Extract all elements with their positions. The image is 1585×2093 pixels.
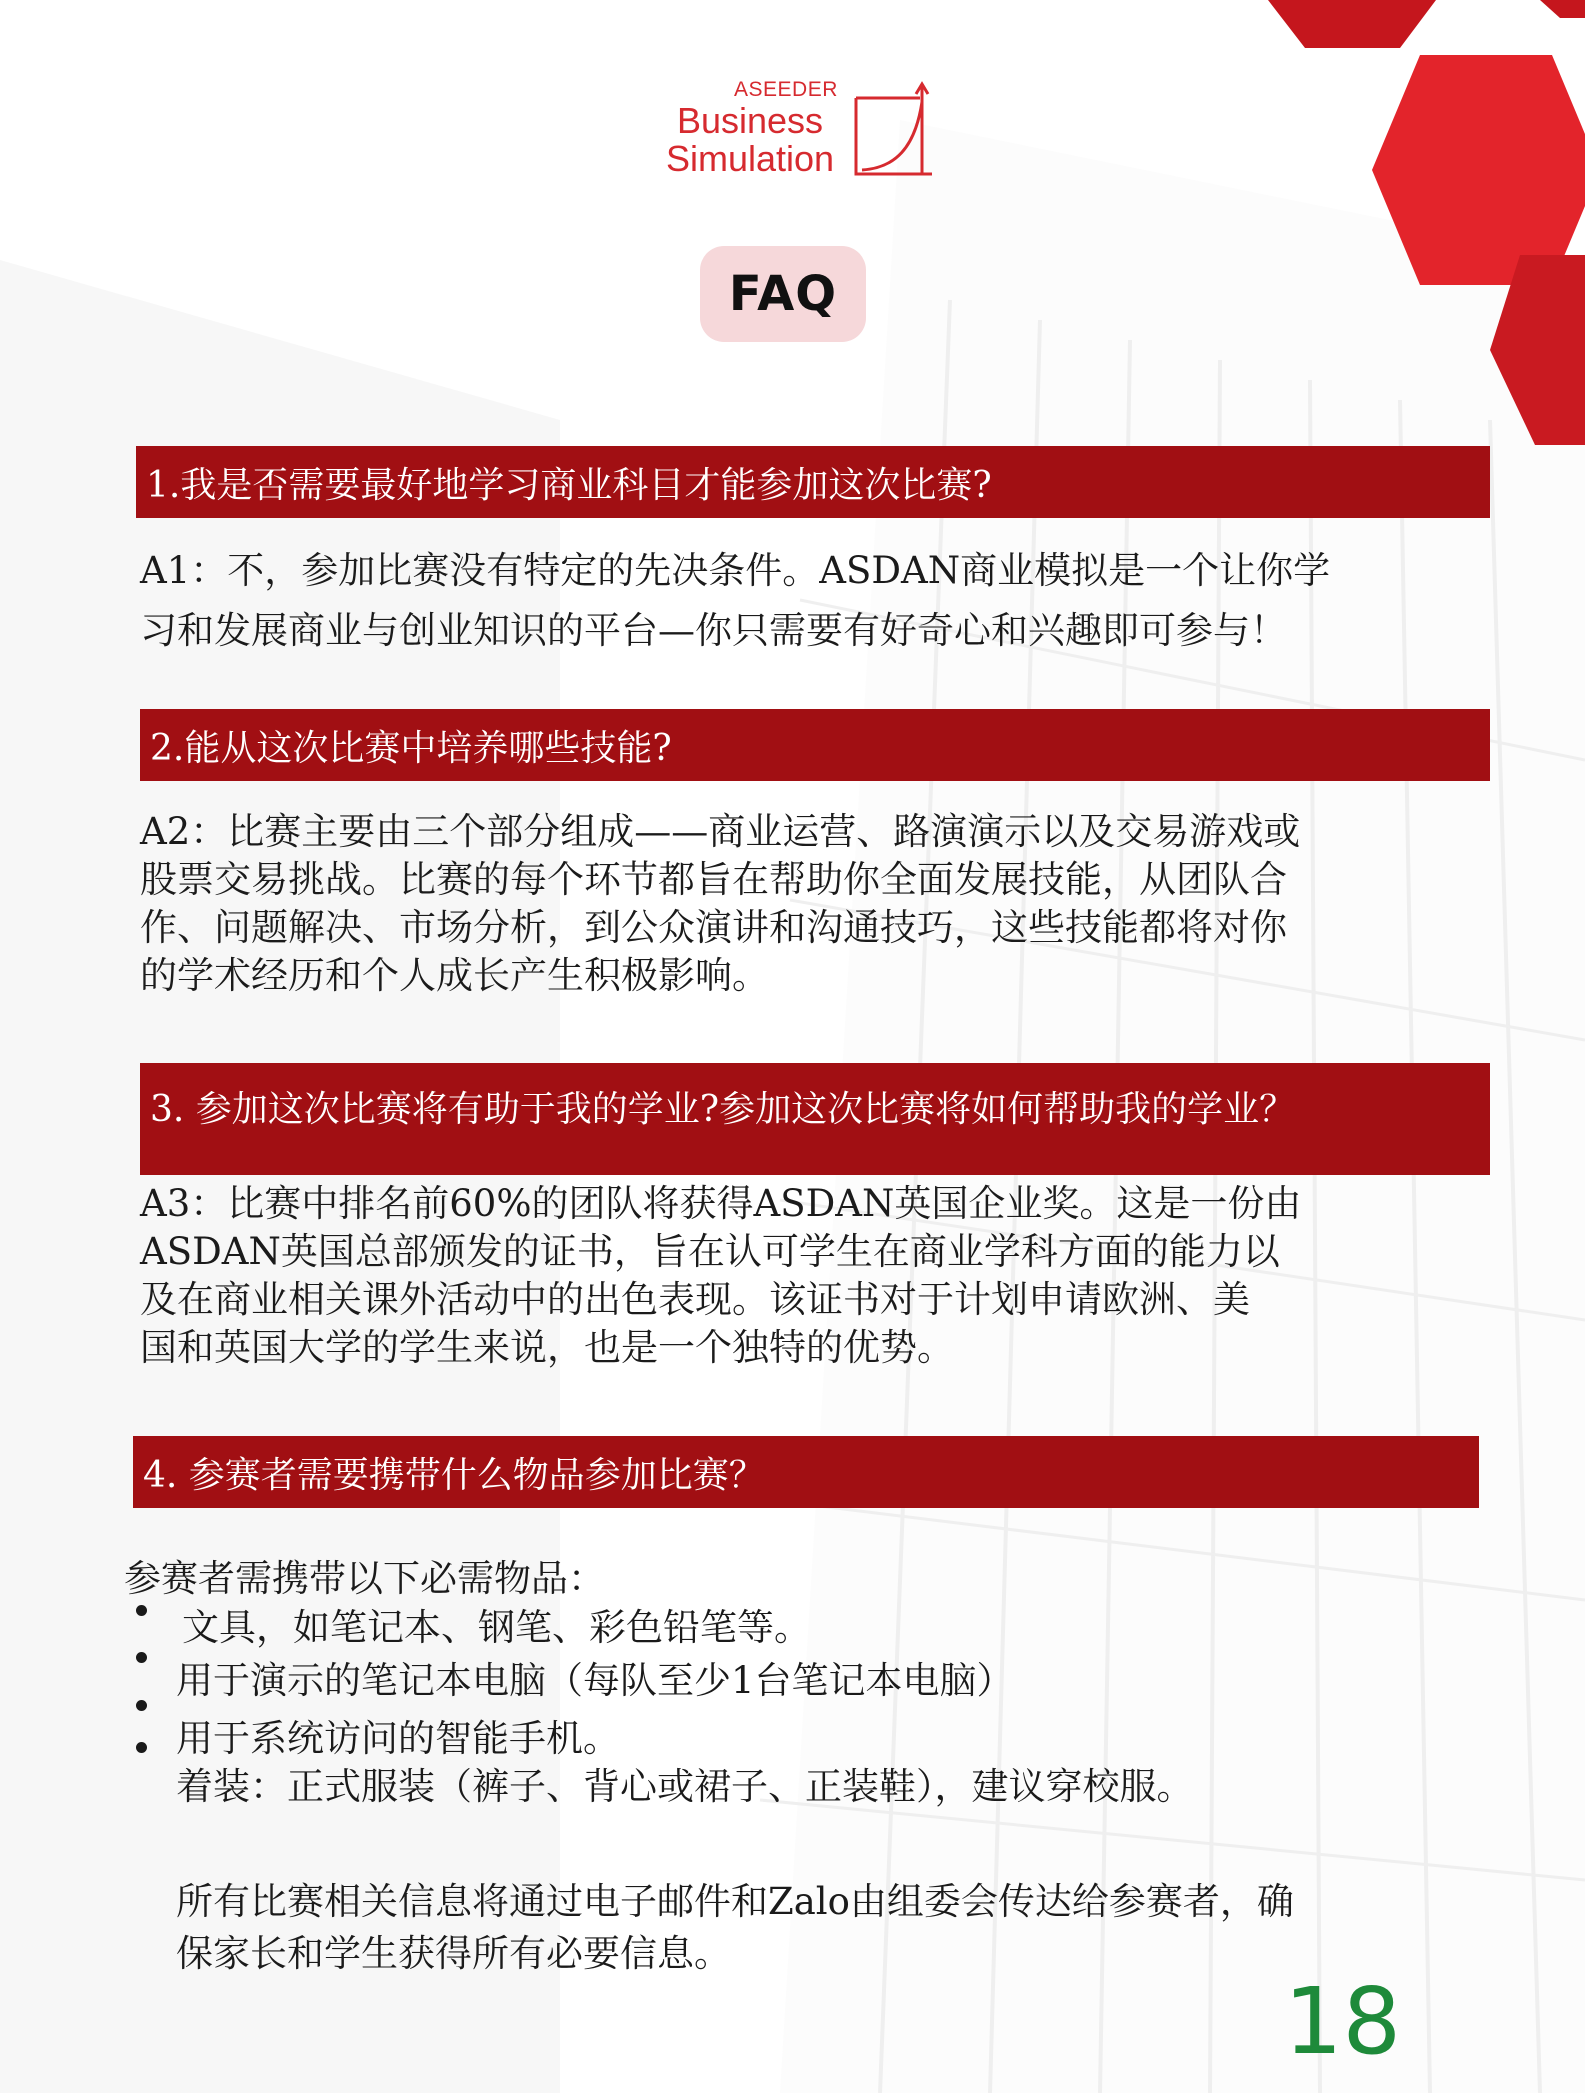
faq-answer-2 xyxy=(140,808,1300,1000)
answer-line: A2：比赛主要由三个部分组成——商业运营、路演演示以及交易游戏或 xyxy=(140,810,1301,853)
note-line: 所有比赛相关信息将通过电子邮件和Zalo由组委会传达给参赛者，确 xyxy=(176,1880,1294,1923)
faq-question-4: 4. 参赛者需要携带什么物品参加比赛？ xyxy=(133,1436,1479,1508)
faq-question-2: 2.能从这次比赛中培养哪些技能? xyxy=(140,709,1490,781)
note-line: 保家长和学生获得所有必要信息。 xyxy=(176,1932,731,1975)
growth-chart-icon xyxy=(840,78,940,178)
logo-wordmark xyxy=(640,102,860,178)
logo-small-text: ASEEDER xyxy=(734,78,838,101)
page-number: 18 xyxy=(1284,1968,1402,2075)
faq-question-1: 1.我是否需要最好地学习商业科目才能参加这次比赛? xyxy=(136,446,1490,518)
items-intro: 参赛者需携带以下必需物品： xyxy=(124,1557,605,1600)
answer-line: 国和英国大学的学生来说，也是一个独特的优势。 xyxy=(140,1326,954,1369)
list-item: 着装：正式服装（裤子、背心或裙子、正装鞋），建议穿校服。 xyxy=(176,1765,1194,1808)
contact-note xyxy=(176,1876,1294,1980)
bullet-icon xyxy=(136,1605,147,1616)
faq-answer-3 xyxy=(140,1180,1301,1372)
bullet-icon xyxy=(136,1652,147,1663)
brand-logo xyxy=(630,72,950,187)
answer-line: ASDAN英国总部颁发的证书，旨在认可学生在商业学科方面的能力以 xyxy=(140,1230,1280,1273)
answer-line: 的学术经历和个人成长产生积极影响。 xyxy=(140,954,769,997)
logo-line-1: Business xyxy=(676,100,824,141)
answer-line: 作、问题解决、市场分析，到公众演讲和沟通技巧，这些技能都将对你 xyxy=(140,906,1287,949)
bullet-icon xyxy=(136,1700,147,1711)
answer-line: 习和发展商业与创业知识的平台—你只需要有好奇心和兴趣即可参与！ xyxy=(140,609,1287,652)
faq-answer-1 xyxy=(140,547,1330,655)
hexagon-shape xyxy=(1540,0,1585,18)
list-item: 用于演示的笔记本电脑（每队至少1台笔记本电脑） xyxy=(176,1659,1014,1702)
answer-line: A3：比赛中排名前60%的团队将获得ASDAN英国企业奖。这是一份由 xyxy=(140,1182,1302,1225)
answer-line: 及在商业相关课外活动中的出色表现。该证书对于计划申请欧洲、美 xyxy=(140,1278,1250,1321)
answer-line: 股票交易挑战。比赛的每个环节都旨在帮助你全面发展技能，从团队合 xyxy=(140,858,1287,901)
list-item: 用于系统访问的智能手机。 xyxy=(176,1717,620,1760)
bullet-icon xyxy=(136,1742,147,1753)
list-item: 文具，如笔记本、钢笔、彩色铅笔等。 xyxy=(182,1606,811,1649)
faq-question-3: 3. 参加这次比赛将有助于我的学业?参加这次比赛将如何帮助我的学业？ xyxy=(140,1063,1490,1175)
page-title: FAQ xyxy=(700,246,866,342)
answer-line: A1：不，参加比赛没有特定的先决条件。ASDAN商业模拟是一个让你学 xyxy=(140,549,1331,592)
hexagon-shape xyxy=(1268,0,1436,48)
logo-line-2: Simulation xyxy=(665,138,835,179)
